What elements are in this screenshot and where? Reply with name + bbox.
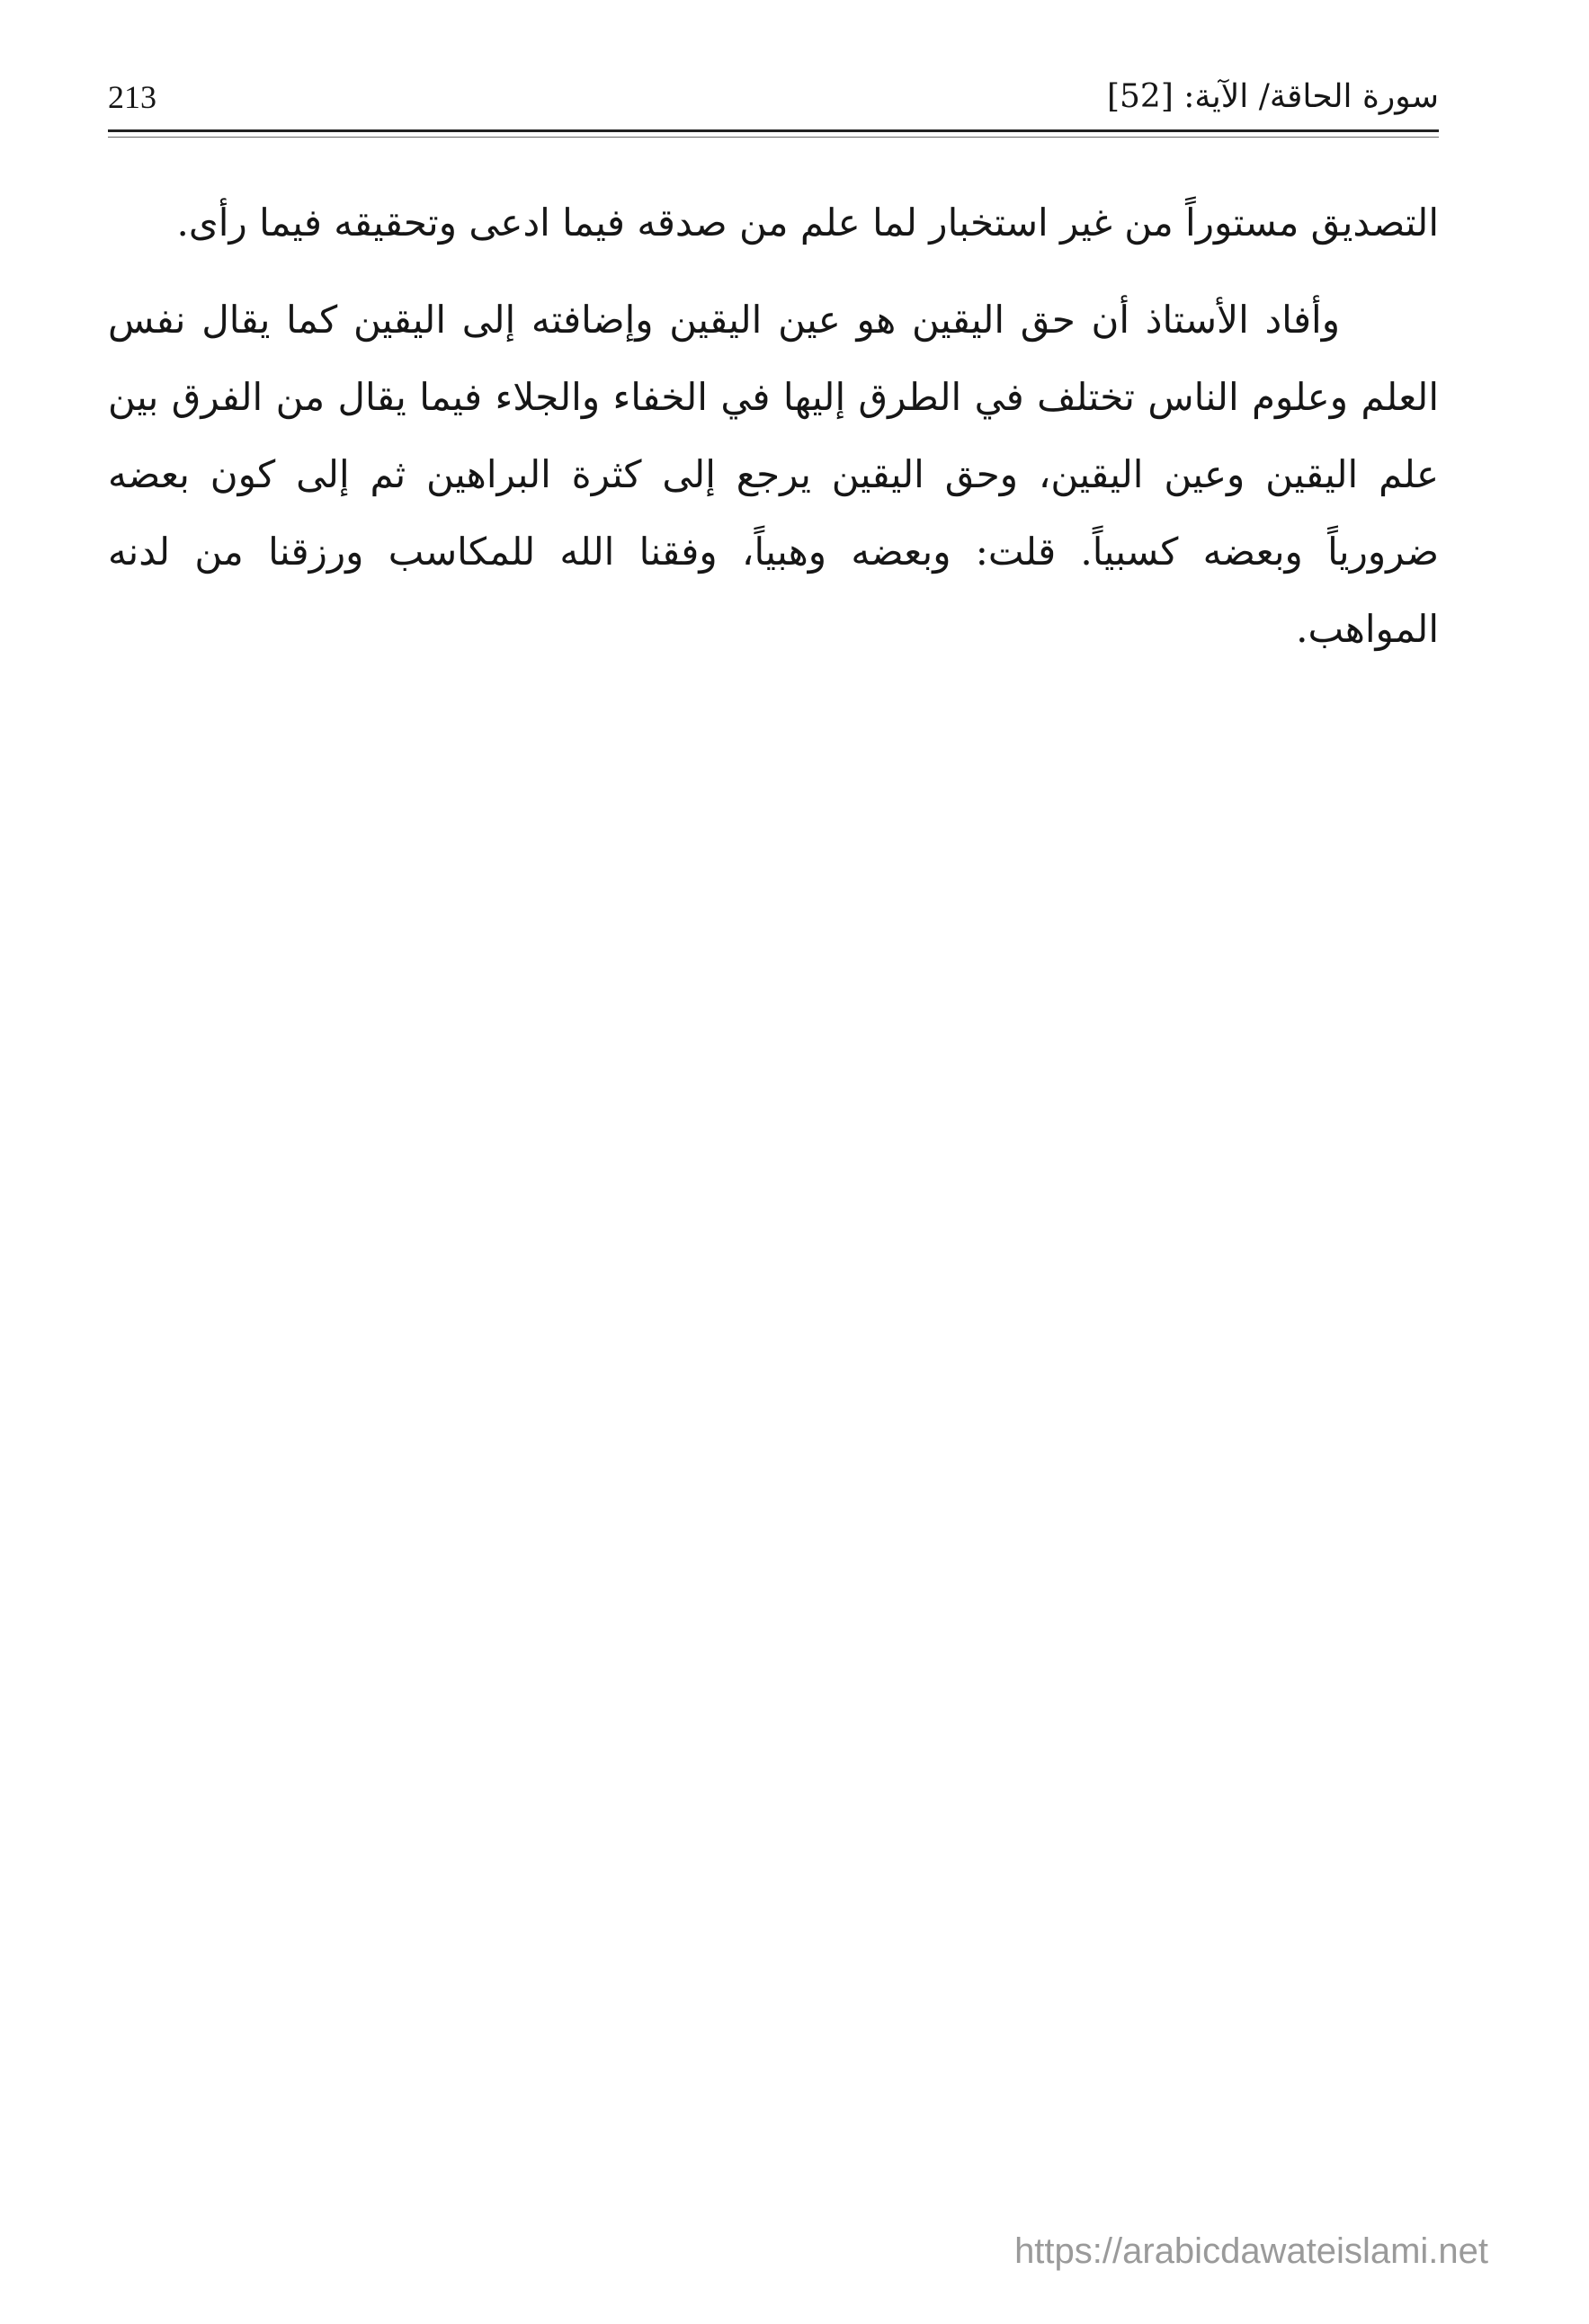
running-head-title: سورة الحاقة/ الآية: [52] [1106,78,1439,115]
paragraph: التصديق مستوراً من غير استخبار لما علم من صدقه فيما ادعى وتحقيقه فيما رأى. [176,200,1439,245]
header-rule-thick [108,129,1439,132]
watermark-url: https://arabicdawateislami.net [1014,2231,1488,2271]
page-header [108,74,1439,137]
page-number: 213 [108,79,156,115]
page-body [108,184,1439,668]
paragraph: وأفاد الأستاذ أن حق اليقين هو عين اليقين وإضافته إلى اليقين كما يقال نفس العلم وعلوم الناس تختلف في الطرق إليها في الخفاء والجلاء فيما يقال من الفرق بين علم اليقين وعين اليقين، وحق اليقين يرجع إلى كثرة البراهين ثم إلى كون بعضه ضرورياً وبعضه كسبياً. قلت: وبعضه وهبياً، وفقنا الله للمكاسب ورزقنا من لدنه المواهب. [108,298,1439,651]
header-rule-thin [108,137,1439,138]
